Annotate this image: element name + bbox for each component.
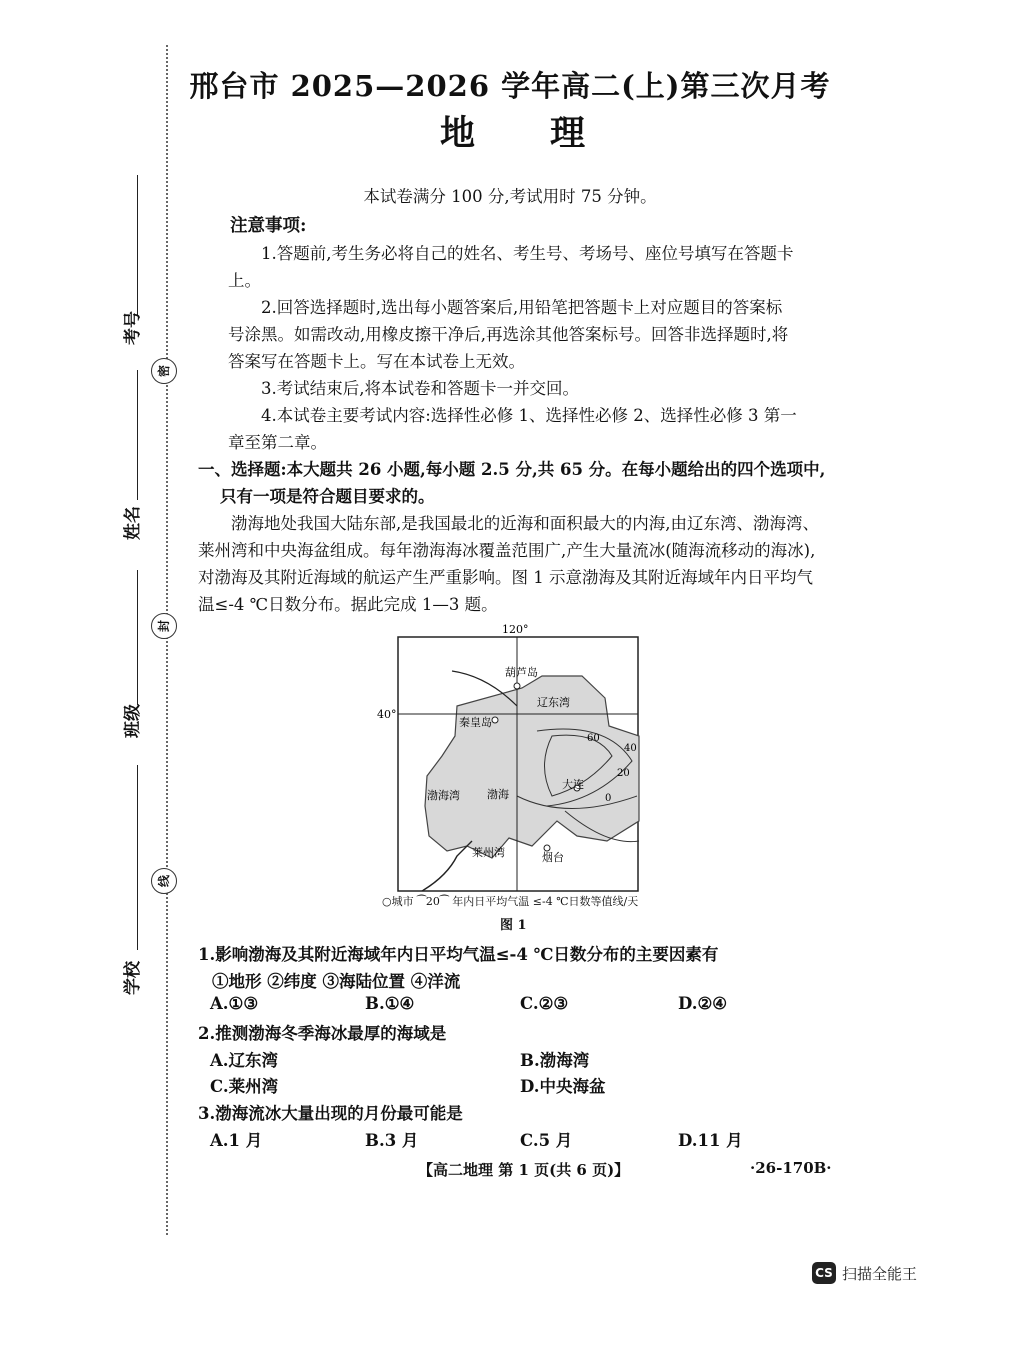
bohai-map bbox=[377, 623, 639, 896]
option-2d[interactable]: D.中央海盆 bbox=[520, 1077, 606, 1096]
contour-label-40: 40 bbox=[624, 743, 637, 754]
subject-char-1: 地 bbox=[440, 113, 476, 154]
paper-code: ·26-170B· bbox=[750, 1159, 832, 1177]
label-bohaiwan: 渤海湾 bbox=[427, 789, 460, 802]
exam-info: 本试卷满分 100 分,考试用时 75 分钟。 bbox=[363, 187, 657, 206]
notice-heading: 注意事项: bbox=[230, 216, 307, 236]
notice-item: 2.回答选择题时,选出每小题答案后,用铅笔把答题卡上对应题目的答案标号涂黑。如需改动,用橡皮擦干净后,再选涂其他答案标号。回答非选择题时,将答案写在答题卡上。写在本试卷上无效。 bbox=[228, 298, 789, 371]
section-header: 一、选择题:本大题共 26 小题,每小题 2.5 分,共 65 分。在每小题给出的四个选项中,只有一项是符合题目要求的。 bbox=[198, 460, 826, 506]
question-3-stem: 3.渤海流冰大量出现的月份最可能是 bbox=[198, 1104, 463, 1123]
label-liaodongwan: 辽东湾 bbox=[537, 696, 570, 709]
name-line bbox=[137, 370, 138, 500]
notice-list bbox=[228, 240, 798, 456]
question-1-factors: ①地形 ②纬度 ③海陆位置 ④洋流 bbox=[212, 972, 461, 991]
option-3d[interactable]: D.11 月 bbox=[678, 1131, 743, 1150]
lat-label: 40° bbox=[377, 708, 397, 721]
binding-dotted-line bbox=[166, 45, 168, 1235]
label-qinhuangdao: 秦皇岛 bbox=[459, 716, 492, 729]
notice-item: 1.答题前,考生务必将自己的姓名、考生号、考场号、座位号填写在答题卡上。 bbox=[228, 244, 794, 290]
option-1d[interactable]: D.②④ bbox=[678, 994, 728, 1013]
label-bohai: 渤海 bbox=[487, 788, 509, 801]
label-dalian: 大连 bbox=[562, 778, 584, 791]
page-footer: 【高二地理 第 1 页(共 6 页)】 bbox=[418, 1161, 630, 1179]
seal-xian: 线 bbox=[151, 868, 177, 894]
contour-label-60: 60 bbox=[587, 733, 600, 744]
option-2b[interactable]: B.渤海湾 bbox=[520, 1051, 590, 1070]
option-3c[interactable]: C.5 月 bbox=[520, 1131, 573, 1150]
school-line bbox=[137, 765, 138, 950]
option-1c[interactable]: C.②③ bbox=[520, 994, 569, 1013]
map-legend: ○城市 ⁀20⁀ 年内日平均气温 ≤-4 ℃日数等值线/天 bbox=[382, 895, 639, 908]
class-label: 班级 bbox=[123, 704, 143, 738]
school-label: 学校 bbox=[123, 961, 143, 995]
section-intro: 渤海地处我国大陆东部,是我国最北的近海和面积最大的内海,由辽东湾、渤海湾、莱州湾和中央海盆组成。每年渤海海冰覆盖范围广,产生大量流冰(随海流移动的海冰),对渤海及其附近海域的航运产生严重影响。图 1 示意渤海及其附近海域年内日平均气温≤-4 ℃日数分布。据此完成 1—3 题。 bbox=[198, 514, 819, 614]
option-2c[interactable]: C.莱州湾 bbox=[210, 1077, 279, 1096]
option-1a[interactable]: A.①③ bbox=[210, 994, 259, 1013]
label-laizhouwan: 莱州湾 bbox=[472, 846, 505, 859]
label-huludao: 葫芦岛 bbox=[505, 666, 538, 679]
exam-title: 邢台市 2025—2026 学年高二(上)第三次月考 bbox=[189, 69, 831, 103]
scanner-logo-icon: CS bbox=[812, 1262, 836, 1284]
option-3a[interactable]: A.1 月 bbox=[210, 1131, 263, 1150]
subject-char-2: 理 bbox=[550, 113, 586, 154]
name-label: 姓名 bbox=[123, 506, 143, 540]
option-2a[interactable]: A.辽东湾 bbox=[210, 1051, 279, 1070]
city-qinhuangdao bbox=[492, 717, 498, 723]
contour-label-0: 0 bbox=[605, 793, 612, 804]
seal-feng: 封 bbox=[151, 613, 177, 639]
lon-label: 120° bbox=[502, 623, 529, 636]
city-huludao bbox=[514, 683, 520, 689]
option-3b[interactable]: B.3 月 bbox=[365, 1131, 419, 1150]
option-1b[interactable]: B.①④ bbox=[365, 994, 415, 1013]
notice-item: 4.本试卷主要考试内容:选择性必修 1、选择性必修 2、选择性必修 3 第一章至第二章。 bbox=[228, 406, 797, 452]
figure-caption: 图 1 bbox=[500, 918, 527, 933]
contour-label-20: 20 bbox=[617, 768, 630, 779]
class-line bbox=[137, 570, 138, 705]
seal-mi: 密 bbox=[151, 358, 177, 384]
label-yantai: 烟台 bbox=[542, 851, 564, 864]
question-2-stem: 2.推测渤海冬季海冰最厚的海域是 bbox=[198, 1024, 447, 1043]
question-1-stem: 1.影响渤海及其附近海域年内日平均气温≤-4 ℃日数分布的主要因素有 bbox=[198, 945, 719, 964]
exam-no-label: 考号 bbox=[123, 311, 143, 345]
subject-title bbox=[440, 106, 660, 156]
notice-item: 3.考试结束后,将本试卷和答题卡一并交回。 bbox=[261, 379, 579, 398]
scanner-watermark-text: 扫描全能王 bbox=[842, 1265, 918, 1283]
